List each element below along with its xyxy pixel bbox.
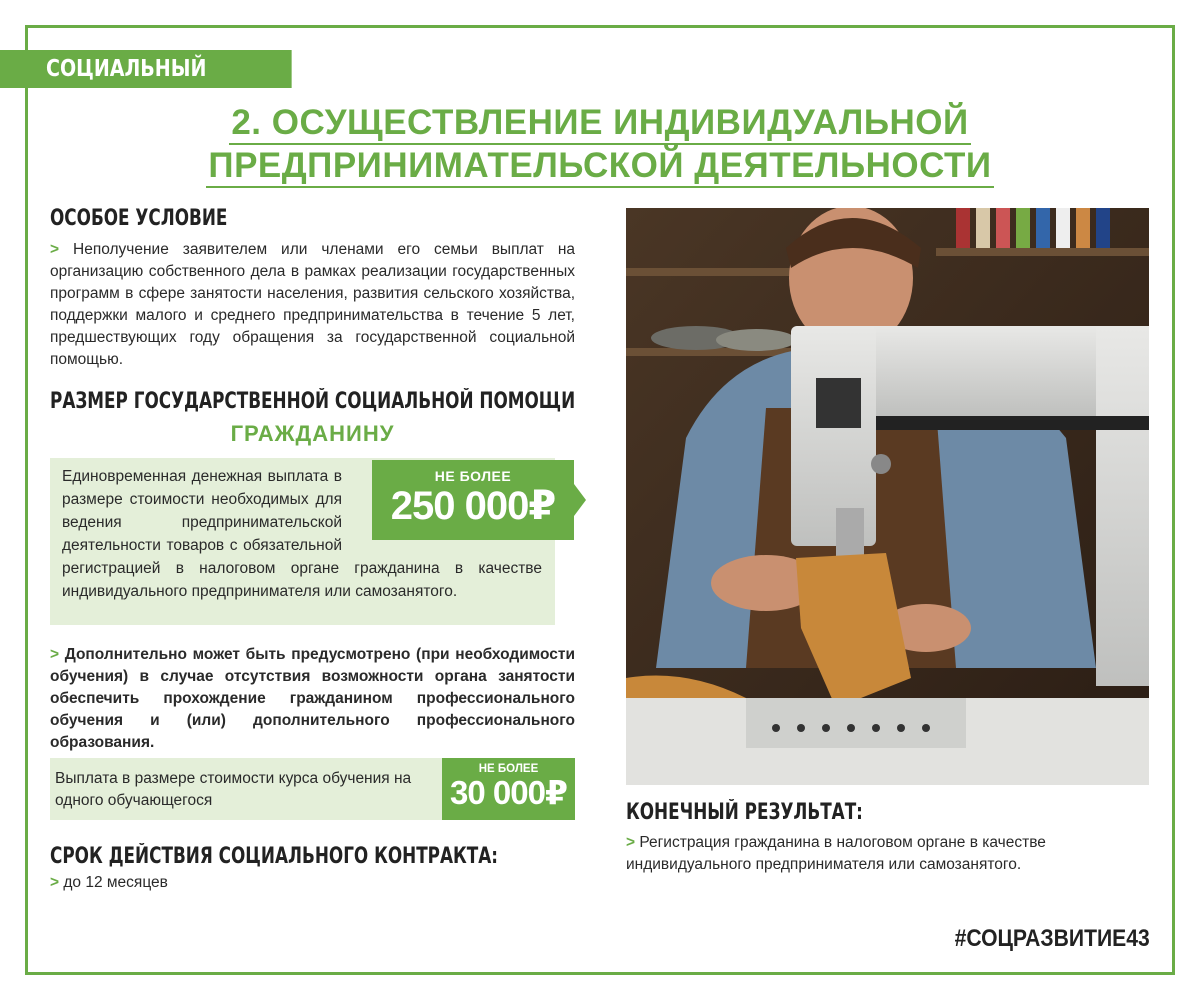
hashtag: #СОЦРАЗВИТИЕ43 xyxy=(954,925,1150,952)
training-amount-badge xyxy=(442,758,575,820)
aid-heading: РАЗМЕР ГОСУДАРСТВЕННОЙ СОЦИАЛЬНОЙ ПОМОЩИ xyxy=(50,389,576,414)
sewing-illustration xyxy=(626,208,1149,785)
result-body: Регистрация гражданина в налоговом органе в качестве индивидуального предпринимателя или самозанятого. xyxy=(626,834,1046,873)
aid-badge-small: НЕ БОЛЕЕ xyxy=(434,468,512,484)
aid-amount-badge xyxy=(372,460,574,540)
arrow-marker: > xyxy=(50,874,60,891)
training-box-text: Выплата в размере стоимости курса обучения на одного обучающегося xyxy=(55,770,412,809)
arrow-marker: > xyxy=(50,241,60,258)
aid-subheading: ГРАЖДАНИНУ xyxy=(230,421,395,446)
section-tag: СОЦИАЛЬНЫЙ КОНТРАКТ xyxy=(0,50,292,88)
result-text xyxy=(626,832,1149,876)
term-body: до 12 месяцев xyxy=(63,874,168,891)
term-text xyxy=(50,872,168,894)
aid-badge-amount: 250 000₽ xyxy=(390,484,556,528)
special-condition-body: Неполучение заявителем или членами его семьи выплат на организацию собственного дела в рамках реализации государственных программ в сфере занятости населения, развития сельского хозяйства, поддержки малого и среднего предпринимательства в течение 5 лет, предшествующих году обращения за государственной социальной помощью. xyxy=(50,241,575,368)
extra-text xyxy=(50,644,575,754)
arrow-marker: > xyxy=(626,834,636,851)
result-heading: КОНЕЧНЫЙ РЕЗУЛЬТАТ: xyxy=(626,800,863,825)
title-line-2: ПРЕДПРИНИМАТЕЛЬСКОЙ ДЕЯТЕЛЬНОСТИ xyxy=(206,145,993,188)
training-badge-small: НЕ БОЛЕЕ xyxy=(478,763,539,775)
extra-body: Дополнительно может быть предусмотрено (при необходимости обучения) в случае отсутствия возможности органа занятости обеспечить прохождение гражданином профессионального обучения и (или) дополнительного профессионального образования. xyxy=(50,646,575,751)
title-line-1: 2. ОСУЩЕСТВЛЕНИЕ ИНДИВИДУАЛЬНОЙ xyxy=(229,102,970,145)
page-title xyxy=(100,102,1100,188)
special-condition-heading: ОСОБОЕ УСЛОВИЕ xyxy=(50,206,228,231)
arrow-marker: > xyxy=(50,646,60,663)
training-badge-amount: 30 000₽ xyxy=(450,774,567,811)
aid-box-body: Единовременная денежная выплата в размере стоимости необходимых для ведения предпринимательской деятельности товаров с обязательной регистрацией в налоговом органе гражданина в качестве индивидуального предпринимателя или самозанятого. xyxy=(62,468,542,600)
special-condition-text xyxy=(50,239,575,371)
sewing-photo xyxy=(626,208,1149,785)
term-heading: СРОК ДЕЙСТВИЯ СОЦИАЛЬНОГО КОНТРАКТА: xyxy=(50,844,499,869)
